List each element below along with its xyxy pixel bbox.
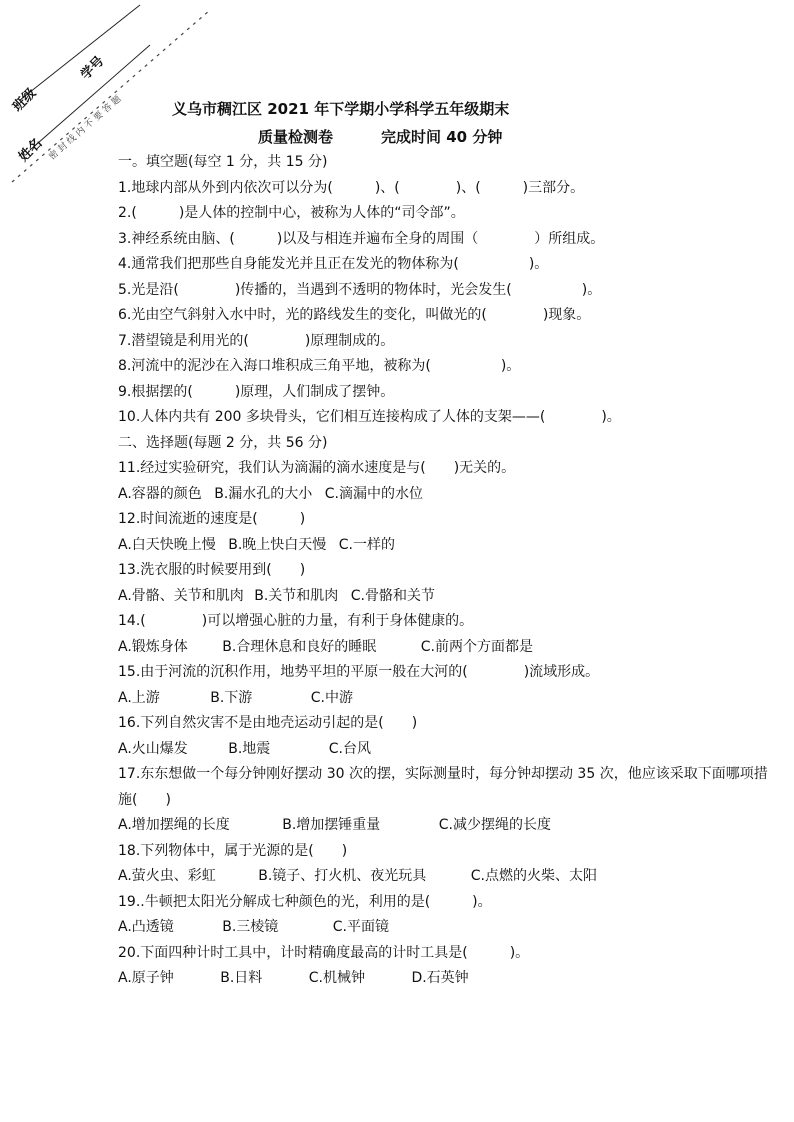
option-c: C.点燃的火柴、太阳 <box>470 868 597 884</box>
option-a: A.容器的颜色 <box>118 485 202 502</box>
name-label: 姓名 <box>16 135 46 165</box>
option-c: C.一样的 <box>338 536 395 553</box>
option-c: C.减少摆绳的长度 <box>438 817 551 833</box>
choice-question-14: 14.( )可以增强心脏的力量，有利于身体健康的。 <box>118 613 474 629</box>
option-c: C.台风 <box>328 740 371 757</box>
exam-content <box>118 150 778 992</box>
seal-text: 密 封 线 内 不 要 答 题 <box>47 94 124 163</box>
option-b: B.关节和肌肉 <box>254 587 339 604</box>
section-choice-heading: 二、选择题(每题 2 分，共 56 分) <box>118 434 328 451</box>
choice-options-17 <box>118 813 778 839</box>
option-d: D.石英钟 <box>411 970 469 986</box>
fill-question-2: 2.( )是人体的控制中心，被称为人体的“司令部”。 <box>118 205 465 221</box>
choice-options-13 <box>118 584 778 610</box>
option-b: B.晚上快白天慢 <box>228 536 327 553</box>
option-c: C.平面镜 <box>332 919 389 935</box>
fill-question-1: 1.地球内部从外到内依次可以分为( )、( )、( )三部分。 <box>118 179 585 196</box>
exam-title: 义乌市稠江区 2021 年下学期小学科学五年级期末 <box>172 100 510 118</box>
option-a: A.骨骼、关节和肌肉 <box>118 587 244 604</box>
choice-question-19: 19..牛顿把太阳光分解成七种颜色的光，利用的是( )。 <box>118 893 492 910</box>
choice-options-12 <box>118 533 778 559</box>
option-b: B.漏水孔的大小 <box>214 485 313 502</box>
choice-question-15: 15.由于河流的沉积作用，地势平坦的平原一般在大河的( )流域形成。 <box>118 664 600 680</box>
option-b: B.增加摆锤重量 <box>282 817 381 833</box>
option-b: B.合理休息和良好的睡眠 <box>222 638 377 655</box>
choice-question-17: 17.东东想做一个每分钟刚好摆动 30 次的摆，实际测量时，每分钟却摆动 35 次，他应该采取下面哪项措施( ) <box>118 766 768 808</box>
option-a: A.锻炼身体 <box>118 638 188 655</box>
option-c: C.机械钟 <box>308 970 365 986</box>
fill-question-4: 4.通常我们把那些自身能发光并且正在发光的物体称为( )。 <box>118 256 549 272</box>
choice-options-11 <box>118 482 778 508</box>
option-c: C.前两个方面都是 <box>420 638 533 655</box>
choice-question-12: 12.时间流逝的速度是( ) <box>118 511 306 527</box>
choice-question-18: 18.下列物体中，属于光源的是( ) <box>118 842 348 859</box>
fill-question-9: 9.根据摆的( )原理，人们制成了摆钟。 <box>118 383 395 400</box>
fill-question-3: 3.神经系统由脑、( )以及与相连并遍布全身的周围（ ）所组成。 <box>118 230 605 247</box>
option-a: A.白天快晚上慢 <box>118 536 216 553</box>
option-a: A.凸透镜 <box>118 919 174 935</box>
fill-question-6: 6.光由空气斜射入水中时，光的路线发生的变化，叫做光的( )现象。 <box>118 307 591 323</box>
choice-options-16 <box>118 737 778 763</box>
option-c: C.骨骼和关节 <box>350 587 435 604</box>
choice-options-14 <box>118 635 778 661</box>
choice-options-18 <box>118 864 778 890</box>
option-b: B.下游 <box>210 689 253 706</box>
time-note: 完成时间 40 分钟 <box>381 128 503 146</box>
exam-subtitle <box>258 126 502 147</box>
choice-question-16: 16.下列自然灾害不是由地壳运动引起的是( ) <box>118 715 418 731</box>
number-label: 学号 <box>78 53 108 83</box>
section-fill-heading: 一。填空题(每空 1 分，共 15 分) <box>118 154 328 170</box>
choice-options-15 <box>118 686 778 712</box>
choice-options-19 <box>118 915 778 941</box>
option-a: A.原子钟 <box>118 970 174 986</box>
option-b: B.日料 <box>220 970 263 986</box>
class-label: 班级 <box>10 85 40 115</box>
exam-subtitle-text: 质量检测卷 <box>258 128 334 146</box>
option-b: B.三棱镜 <box>222 919 279 935</box>
fill-question-7: 7.潜望镜是利用光的( )原理制成的。 <box>118 332 395 349</box>
option-a: A.火山爆发 <box>118 740 188 757</box>
option-b: B.镜子、打火机、夜光玩具 <box>258 868 427 884</box>
choice-question-13: 13.洗衣服的时候要用到( ) <box>118 562 306 578</box>
fill-question-8: 8.河流中的泥沙在入海口堆积成三角平地，被称为( )。 <box>118 358 521 374</box>
choice-question-20: 20.下面四种计时工具中，计时精确度最高的计时工具是( )。 <box>118 944 530 961</box>
fill-question-10: 10.人体内共有 200 多块骨头，它们相互连接构成了人体的支架——( )。 <box>118 409 621 425</box>
option-b: B.地震 <box>228 740 271 757</box>
option-c: C.滴漏中的水位 <box>324 485 423 502</box>
option-c: C.中游 <box>310 689 353 706</box>
option-a: A.萤火虫、彩虹 <box>118 868 216 884</box>
choice-question-11: 11.经过实验研究，我们认为滴漏的滴水速度是与( )无关的。 <box>118 460 516 476</box>
fill-question-5: 5.光是沿( )传播的，当遇到不透明的物体时，光会发生( )。 <box>118 281 602 298</box>
choice-options-20 <box>118 966 778 992</box>
option-a: A.增加摆绳的长度 <box>118 817 230 833</box>
option-a: A.上游 <box>118 689 160 706</box>
